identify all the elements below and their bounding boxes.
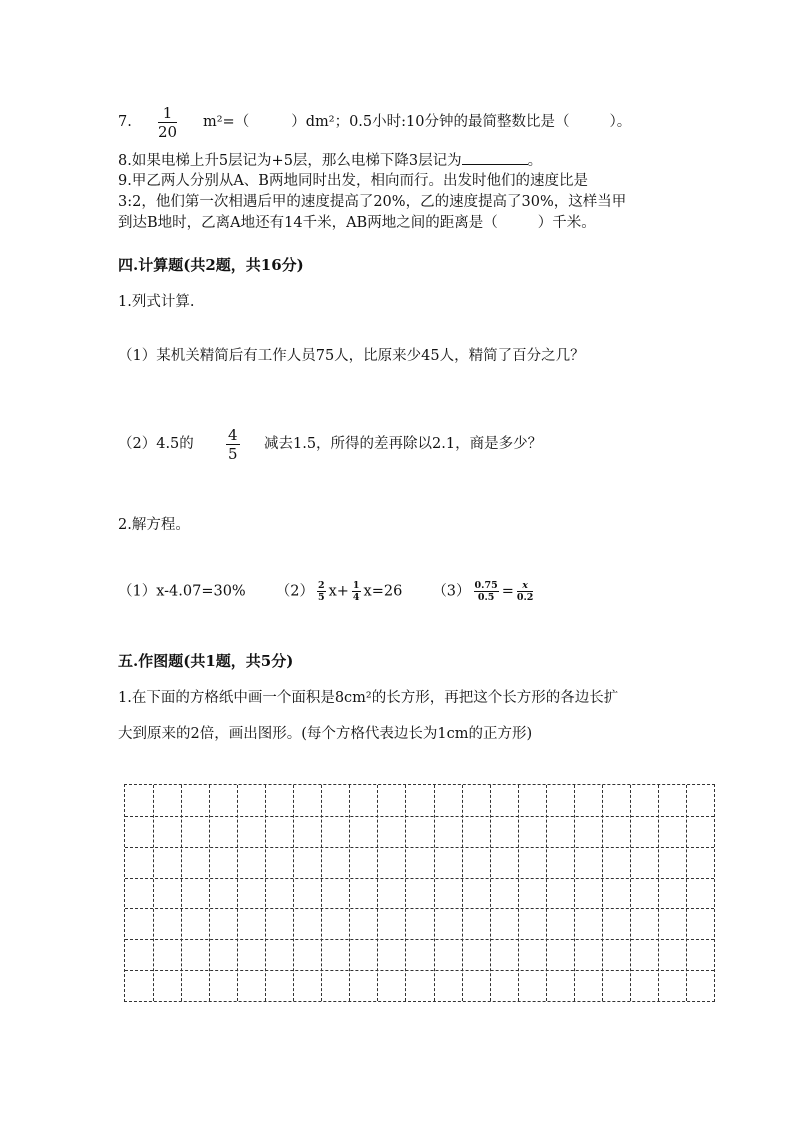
grid-column-line <box>237 785 238 1001</box>
grid-column-line <box>490 785 491 1001</box>
grid-row-line <box>125 939 714 940</box>
question-7-part2: ）dm²；0.5小时:10分钟的最简整数比是（ <box>291 114 570 130</box>
equation-2-fraction-2 <box>352 580 361 603</box>
question-9-line3 <box>118 213 596 233</box>
grid-column-line <box>153 785 154 1001</box>
calc-sub2-fraction-numerator: 4 <box>228 426 238 444</box>
draw-line1: 1.在下面的方格纸中画一个面积是8cm²的长方形，再把这个长方形的各边长扩 <box>118 690 619 706</box>
calc-sub1: （1）某机关精简后有工作人员75人，比原来少45人，精简了百分之几？ <box>118 348 585 364</box>
question-7-fraction-denominator: 20 <box>158 123 178 141</box>
grid-column-line <box>462 785 463 1001</box>
equation-3-label: （3） <box>432 583 471 600</box>
equation-3-fraction-2 <box>517 580 534 603</box>
grid-column-line <box>181 785 182 1001</box>
equation-2-fraction-1 <box>317 580 326 603</box>
grid-column-line <box>293 785 294 1001</box>
question-7-text <box>203 112 631 132</box>
grid-column-line <box>434 785 435 1001</box>
grid-row-line <box>125 908 714 909</box>
grid-column-line <box>377 785 378 1001</box>
grid-row-line <box>125 878 714 879</box>
equation-2-part-c: x=26 <box>363 583 403 600</box>
grid-paper[interactable] <box>124 784 715 1002</box>
question-7-number: 7. <box>118 114 132 130</box>
grid-column-line <box>321 785 322 1001</box>
equation-3-fraction-1-denominator: 0.5 <box>477 592 495 603</box>
grid-column-line <box>602 785 603 1001</box>
section-5-title: 五.作图题(共1题，共5分) <box>118 652 294 670</box>
equation-1: （1）x-4.07=30% <box>118 583 246 600</box>
grid-column-line <box>630 785 631 1001</box>
grid-column-line <box>209 785 210 1001</box>
calc-q1-title: 1.列式计算. <box>118 294 195 310</box>
calc-q2-title: 2.解方程。 <box>118 517 190 533</box>
calc-sub2-fraction-denominator: 5 <box>228 445 238 463</box>
equation-3-fraction-1-numerator: 0.75 <box>474 580 498 591</box>
question-8-end: 。 <box>527 153 543 169</box>
grid-column-line <box>518 785 519 1001</box>
question-8-text: 8.如果电梯上升5层记为+5层，那么电梯下降3层记为 <box>118 153 462 169</box>
grid-column-line <box>574 785 575 1001</box>
question-7-part3: ）。 <box>609 114 632 130</box>
answer-blank[interactable] <box>462 150 528 165</box>
question-7-fraction <box>158 104 177 141</box>
question-9-line3-text: 到达B地时，乙离A地还有14千米，AB两地之间的距离是（ <box>118 215 498 231</box>
grid-row-line <box>125 847 714 848</box>
grid-row-line <box>125 970 714 971</box>
question-9-line2: 3:2，他们第一次相遇后甲的速度提高了20%，乙的速度提高了30%，这样当甲 <box>118 194 627 210</box>
grid-column-line <box>546 785 547 1001</box>
equation-2-fraction-2-numerator: 1 <box>352 580 360 591</box>
grid-row-line <box>125 816 714 817</box>
equation-2-fraction-1-numerator: 2 <box>317 580 325 591</box>
grid-column-line <box>349 785 350 1001</box>
calc-sub2-b: 减去1.5，所得的差再除以2.1，商是多少？ <box>264 436 543 452</box>
question-9-line3-end: ）千米。 <box>537 215 596 231</box>
grid-column-line <box>405 785 406 1001</box>
grid-column-line <box>658 785 659 1001</box>
equation-3-fraction-2-numerator: x <box>517 580 534 592</box>
question-7-fraction-numerator: 1 <box>158 104 177 123</box>
equation-3-fraction-2-denominator: 0.2 <box>516 592 534 603</box>
grid-column-line <box>686 785 687 1001</box>
equation-2-label: （2） <box>275 583 314 600</box>
equation-2-fraction-2-denominator: 4 <box>352 592 360 603</box>
calc-sub2-fraction <box>226 426 240 463</box>
equation-row <box>118 580 536 603</box>
section-4-title: 四.计算题(共2题，共16分) <box>118 256 304 274</box>
equation-3-equals: = <box>501 583 514 600</box>
equation-2-part-b: x+ <box>328 583 349 600</box>
question-9-line1: 9.甲乙两人分别从A、B两地同时出发，相向而行。出发时他们的速度比是 <box>118 173 588 189</box>
equation-2-fraction-1-denominator: 5 <box>317 592 325 603</box>
question-7 <box>118 112 132 132</box>
question-7-part1: m²=（ <box>203 114 250 130</box>
draw-line2: 大到原来的2倍，画出图形。(每个方格代表边长为1cm的正方形) <box>118 726 533 742</box>
grid-column-line <box>265 785 266 1001</box>
question-8 <box>118 150 542 171</box>
calc-sub2-a: （2）4.5的 <box>118 436 194 452</box>
equation-3-fraction-1 <box>474 580 499 603</box>
